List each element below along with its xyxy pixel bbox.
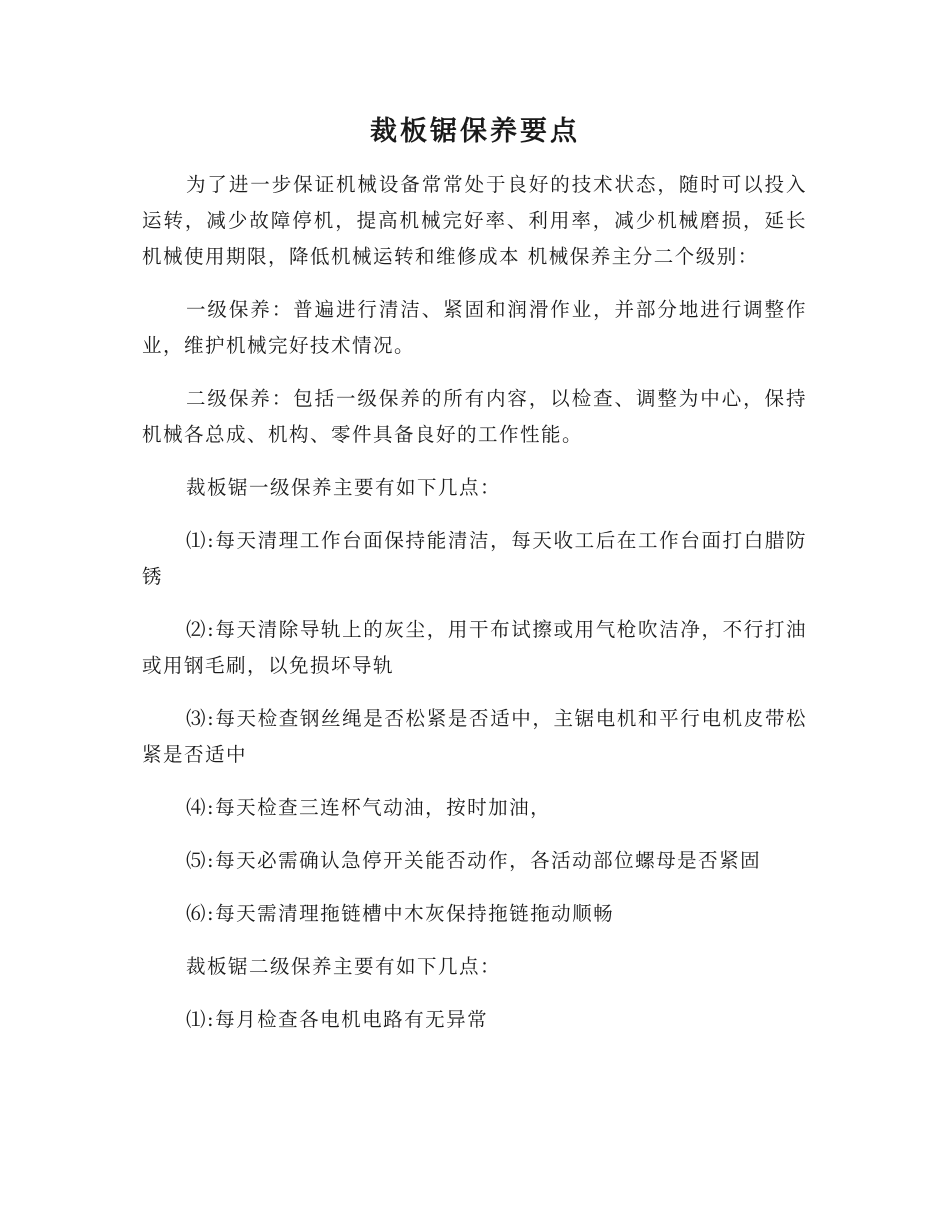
level-one-item: ⑴:每天清理工作台面保持能清洁，每天收工后在工作台面打白腊防锈 (142, 529, 807, 588)
level-two-definition: 二级保养：包括一级保养的所有内容，以检查、调整为中心，保持机械各总成、机构、零件具备良好的工作性能。 (142, 387, 807, 446)
level-two-item: ⑴:每月检查各电机电路有无异常 (186, 1008, 489, 1031)
level-one-item: ⑵:每天清除导轨上的灰尘，用干布试擦或用气枪吹洁净，不行打油或用钢毛刷，以免损坏导轨 (142, 618, 807, 677)
document-body (142, 167, 807, 1055)
level-one-item: ⑸:每天必需确认急停开关能否动作，各活动部位螺母是否紧固 (186, 849, 762, 872)
document-title: 裁板锯保养要点 (370, 116, 580, 147)
level-one-heading: 裁板锯一级保养主要有如下几点： (186, 476, 502, 499)
intro-paragraph: 为了进一步保证机械设备常常处于良好的技术状态，随时可以投入运转，减少故障停机，提高机械完好率、利用率，减少机械磨损，延长机械使用期限，降低机械运转和维修成本 机械保养主分二个级别： (142, 173, 807, 268)
level-one-definition: 一级保养：普遍进行清洁、紧固和润滑作业，并部分地进行调整作业，维护机械完好技术情况。 (142, 298, 807, 357)
level-one-item: ⑶:每天检查钢丝绳是否松紧是否适中，主锯电机和平行电机皮带松紧是否适中 (142, 707, 807, 766)
level-one-item: ⑷:每天检查三连杯气动油，按时加油， (186, 796, 552, 819)
level-one-item: ⑹:每天需清理拖链槽中木灰保持拖链拖动顺畅 (186, 902, 615, 925)
level-two-heading: 裁板锯二级保养主要有如下几点： (186, 955, 502, 978)
